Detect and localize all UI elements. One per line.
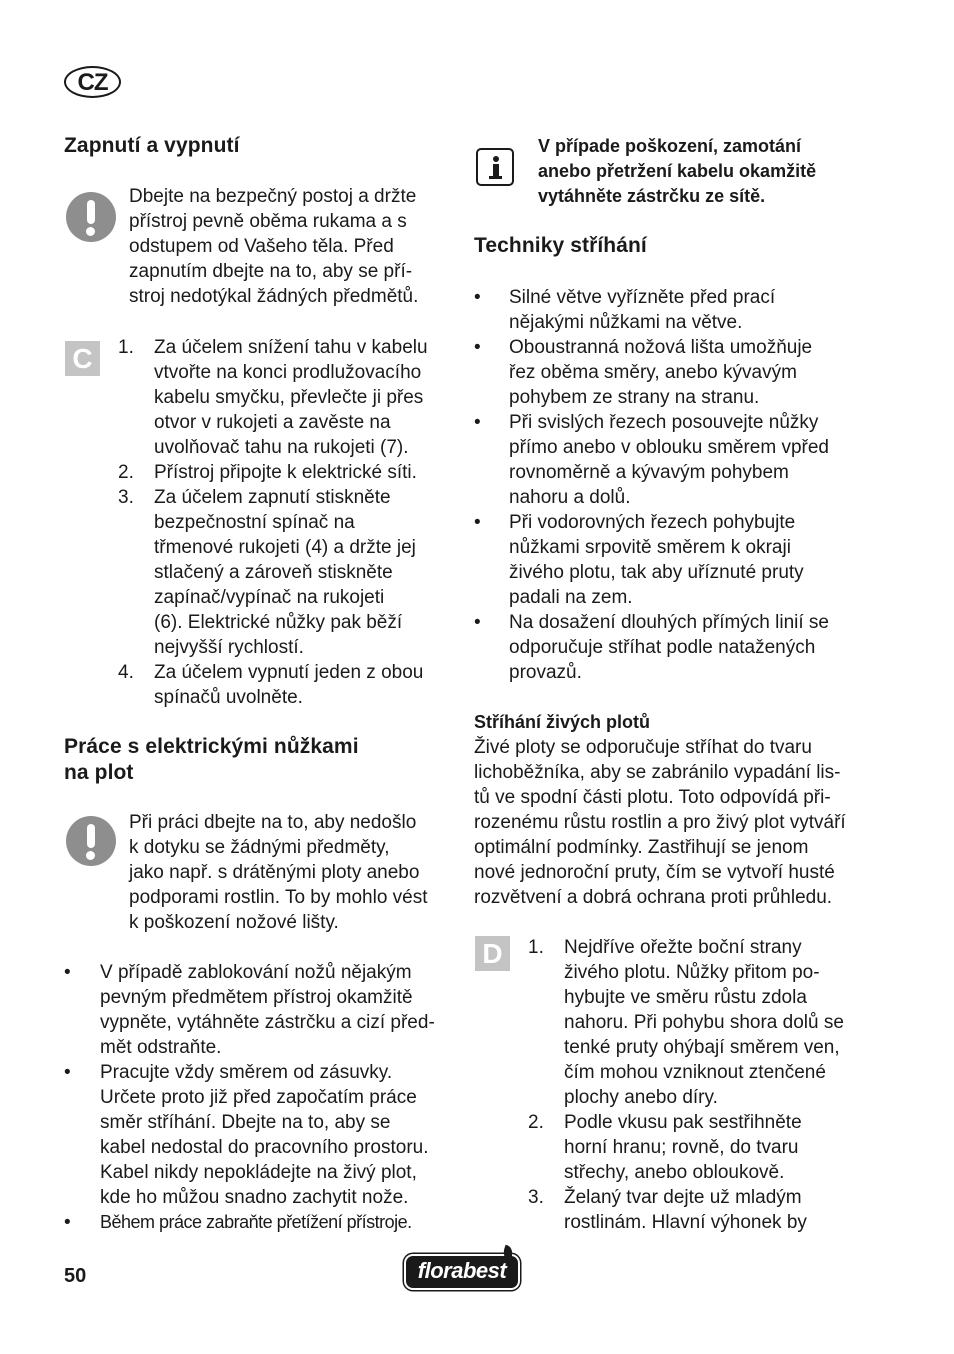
list-item: • Při vodorovných řezech pohybujte nůžkami srpovitě směrem k okraji živého plotu, tak aby uříznuté pruty padali na zem. (474, 512, 804, 608)
warning-text-stance: Dbejte na bezpečný postoj a držte přístroj pevně oběma rukama a s odstupem od Vašeho těla. Před zapnutím dbejte na to, aby se pří- stroj nedotýkal žádných předmětů. (129, 186, 419, 307)
heading-techniques: Techniky stříhání (474, 234, 647, 257)
list-item: 1. Za účelem snížení tahu v kabelu vtvořte na konci prodlužovacího kabelu smyčku, převlečte ji přes otvor v rukojeti a zavěste na uvolňovač tahu na rukojeti (7). (118, 337, 428, 458)
page-number: 50 (64, 1265, 87, 1287)
list-item: 3. Želaný tvar dejte už mladým rostlinám. Hlavní výhonek by (528, 1187, 807, 1233)
info-icon (476, 148, 514, 186)
list-item: 2. Přístroj připojte k elektrické síti. (118, 462, 417, 483)
step-c-icon: C (65, 341, 100, 376)
list-item: 2. Podle vkusu pak sestřihněte horní hranu; rovně, do tvaru střechy, anebo obloukově. (528, 1112, 802, 1183)
info-text-cable: V případe poškození, zamotání anebo přetržení kabelu okamžitě vytáhněte zástrčku ze sítě. (538, 136, 817, 206)
list-item: • Během práce zabraňte přetížení přístroje. (64, 1212, 412, 1233)
heading-work: Práce s elektrickými nůžkami na plot (64, 735, 359, 784)
heading-on-off: Zapnutí a vypnutí (64, 134, 240, 157)
list-item: • V případě zablokování nožů nějakým pevným předmětem přístroj okamžitě vypněte, vytáhněte zástrčku a cizí před- mět odstraňte. (64, 962, 435, 1058)
warning-text-objects: Při práci dbejte na to, aby nedošlo k dotyku se žádnými předměty, jako např. s drátěnými ploty anebo podporami rostlin. To by mohlo vést k poškození nožové lišty. (129, 812, 428, 933)
list-item: • Silné větve vyřízněte před prací nějakými nůžkami na větve. (474, 287, 776, 333)
warning-icon (66, 192, 116, 242)
florabest-logo: florabest (406, 1256, 518, 1288)
language-badge: CZ (64, 66, 121, 98)
list-item: 4. Za účelem vypnutí jeden z obou spínačů uvolněte. (118, 662, 424, 708)
steps-list-hedges (528, 935, 868, 1235)
list-item: • Oboustranná nožová lišta umožňuje řez oběma směry, anebo kývavým pohybem ze strany na stranu. (474, 337, 813, 408)
subheading-hedges: Stříhání živých plotů (474, 712, 651, 732)
list-item: 3. Za účelem zapnutí stiskněte bezpečnostní spínač na třmenové rukojeti (4) a držte jej stlačený a zároveň stiskněte zapínač/vypínač na rukojeti (6). Elektrické nůžky pak běží nejvyšší rychlostí. (118, 487, 416, 658)
warning-icon (66, 816, 116, 866)
list-item: • Pracujte vždy směrem od zásuvky. Určete proto již před započatím práce směr stříhání. Dbejte na to, aby se kabel nedostal do pracovního prostoru. Kabel nikdy nepokládejte na živý plot, kde ho můžou snadno zachytit nože. (64, 1062, 429, 1208)
bullet-list-work (64, 960, 459, 1235)
list-item: 1. Nejdříve ořežte boční strany živého plotu. Nůžky přitom po- hybujte ve směru růstu zdola nahoru. Při pohybu shora dolů se tenké pruty ohýbají směrem ven, čím mohou vzniknout ztenčené plochy anebo díry. (528, 937, 844, 1108)
list-item: • Na dosažení dlouhých přímých linií se odporučuje stříhat podle natažených provazů. (474, 612, 829, 683)
bullet-list-techniques (474, 285, 869, 685)
list-item: • Při svislých řezech posouvejte nůžky přímo anebo v oblouku směrem vpřed rovnoměrně a kývavým pohybem nahoru a dolů. (474, 412, 829, 508)
steps-list-on-off (118, 335, 458, 710)
hedge-paragraph: Živé ploty se odporučuje stříhat do tvaru lichoběžníka, aby se zabránilo vypadání lis- tů ve spodní části plotu. Toto odpovídá při- rozenému růstu rostlin a pro živý plot vytváří optimální podmínky. Zastřihují se jenom nové jednoroční pruty, čím se vytvoří husté rozvětvení a dobrá ochrana proti průhledu. (474, 737, 846, 908)
step-d-icon: D (475, 936, 510, 971)
